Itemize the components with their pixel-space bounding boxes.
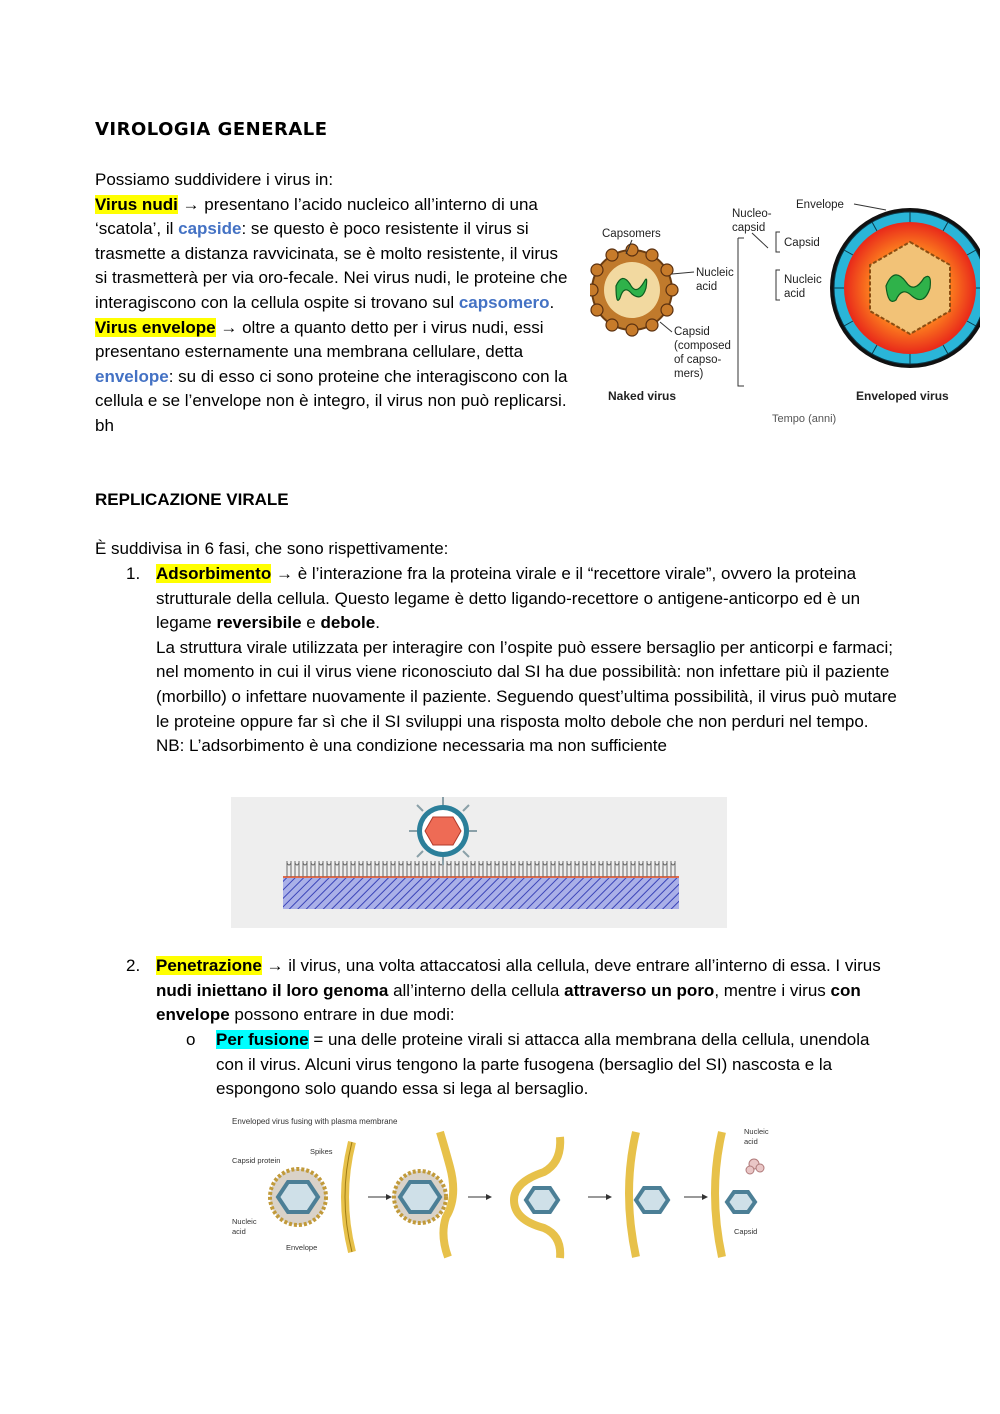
capsomero-term: capsomero xyxy=(458,292,550,312)
label-nucleic-fusion: Nucleic xyxy=(232,1217,257,1226)
label-capsid-protein: Capsid protein xyxy=(232,1156,281,1165)
receptor-cup xyxy=(351,863,355,865)
adsorption-figure xyxy=(231,797,727,928)
cell-receptors xyxy=(287,861,675,877)
list-item-penetrazione xyxy=(120,954,900,1028)
receptor-cup xyxy=(567,863,571,865)
receptor-cup xyxy=(631,863,635,865)
virus-particle xyxy=(409,797,477,865)
receptor-cup xyxy=(375,863,379,865)
label-acid-right: acid xyxy=(744,1137,758,1146)
naked-virus-paragraph xyxy=(95,193,570,316)
penetrazione-paragraph xyxy=(156,954,900,1028)
fusion-stage-2 xyxy=(394,1132,453,1257)
receptor-cup xyxy=(383,863,387,865)
intro-text: Possiamo suddividere i virus in: xyxy=(95,170,334,189)
receptor-cup xyxy=(623,863,627,865)
receptor-cup xyxy=(423,863,427,865)
pen-text-1: il virus, una volta attaccatosi alla cellula, deve entrare all’interno di essa. I virus xyxy=(283,956,881,975)
label-naked-virus: Naked virus xyxy=(608,389,677,403)
receptor-cup xyxy=(559,863,563,865)
naked-text-1: presentano l’acido nucleico all’interno di una ‘scatola’, il xyxy=(95,194,538,239)
receptor-cup xyxy=(415,863,419,865)
envelope-term: envelope xyxy=(95,366,169,386)
envelope-text-2: : su di esso ci sono proteine che interagiscono con la cellula e se l’envelope non è integro, il virus non può replicarsi. xyxy=(95,366,568,411)
receptor-cup xyxy=(471,863,475,865)
receptor-cup xyxy=(391,863,395,865)
label-nucleic-right: Nucleic xyxy=(744,1127,769,1136)
label-composed-3: mers) xyxy=(674,368,704,380)
receptor-cup xyxy=(431,863,435,865)
receptor-cup xyxy=(519,863,523,865)
label-capsid-right: Capsid xyxy=(784,237,820,249)
receptor-cup xyxy=(311,863,315,865)
adsorb-bold-2: debole xyxy=(320,613,376,633)
receptor-cup xyxy=(327,863,331,865)
arrow-icon: → xyxy=(275,564,293,583)
label-tempo: Tempo (anni) xyxy=(772,413,837,425)
receptor-cup xyxy=(671,863,675,865)
envelope-text-1: oltre a quanto detto per i virus nudi, essi presentano esternamente una membrana cellulare, detta xyxy=(95,317,544,362)
adsorbimento-note: NB: L’adsorbimento è una condizione necessaria ma non sufficiente xyxy=(156,736,667,756)
label-envelope: Envelope xyxy=(796,199,844,211)
replication-heading: REPLICAZIONE VIRALE xyxy=(95,490,289,509)
naked-text-2: : se questo è poco resistente il virus si trasmette a distanza ravvicinata, se è molto resistente, il virus si trasmetterà per via oro-fecale. Nei virus nudi, le proteine che interagiscono con la cellula ospite si trovano sul xyxy=(95,219,568,312)
pen-text-3: , mentre i virus xyxy=(714,980,831,1000)
receptor-cup xyxy=(447,863,451,865)
fusione-text: = una delle proteine virali si attacca alla membrana della cellula, unendola con il virus. Alcuni virus tengono la parte fusogena (bersaglio del SI) nascosta e la espongono solo quando essa si lega al bersaglio. xyxy=(216,1030,870,1099)
fusion-figure xyxy=(228,1112,788,1262)
receptor-cup xyxy=(295,863,299,865)
label-acid-fusion: acid xyxy=(232,1227,246,1236)
label-spikes: Spikes xyxy=(310,1147,333,1156)
receptor-cup xyxy=(367,863,371,865)
receptor-cup xyxy=(319,863,323,865)
label-capsomers: Capsomers xyxy=(602,228,661,240)
receptor-cup xyxy=(511,863,515,865)
receptor-cup xyxy=(359,863,363,865)
receptor-cup xyxy=(487,863,491,865)
pen-bold-2: attraverso un poro xyxy=(564,980,715,1000)
receptor-cup xyxy=(479,863,483,865)
receptor-cup xyxy=(583,863,587,865)
label-capsid-right-fusion: Capsid xyxy=(734,1227,758,1236)
receptor-cup xyxy=(303,863,307,865)
receptor-cup xyxy=(399,863,403,865)
adsorb-text-3: . xyxy=(375,613,380,633)
receptor-cup xyxy=(591,863,595,865)
receptor-cup xyxy=(503,863,507,865)
receptor-cup xyxy=(639,863,643,865)
naked-text-3: . xyxy=(549,292,555,312)
adsorb-text-2: e xyxy=(301,613,321,633)
receptor-cup xyxy=(647,863,651,865)
receptor-cup xyxy=(335,863,339,865)
list-number: 1. xyxy=(126,564,141,583)
capside-term: capside xyxy=(178,219,242,239)
sub-item-fusione xyxy=(186,1028,876,1102)
document-title: VIROLOGIA GENERALE xyxy=(95,119,328,140)
receptor-cup xyxy=(663,863,667,865)
adsorb-text-1: è l’interazione fra la proteina virale e il “recettore virale”, ovvero la proteina strutturale della cellula. Questo legame è detto ligando-recettore o antigene-anticorpo ed è un legame xyxy=(156,564,861,633)
label-acid-left: acid xyxy=(696,281,718,293)
label-composed-2: of capso- xyxy=(674,354,722,366)
adsorbimento-paragraph xyxy=(156,562,900,636)
label-nucleocapsid: Nucleo- xyxy=(732,208,772,220)
fusion-stage-4 xyxy=(629,1132,668,1257)
list-item-adsorbimento xyxy=(120,562,900,759)
enveloped-virus-diagram xyxy=(830,208,980,368)
label-capsid-left: Capsid xyxy=(674,326,710,338)
penetrazione-term: Penetrazione xyxy=(156,956,262,975)
receptor-cup xyxy=(599,863,603,865)
arrow-icon: → xyxy=(182,194,200,214)
label-nucleic-acid-left: Nucleic xyxy=(696,267,734,279)
arrow-icon: → xyxy=(220,317,238,337)
pen-text-2: all’interno della cellula xyxy=(388,980,565,1000)
list-number: 2. xyxy=(126,956,141,975)
adsorbimento-paragraph-2: La struttura virale utilizzata per interagire con l’ospite può essere bersaglio per anticorpi e farmaci; nel momento in cui il virus viene riconosciuto dal SI ha due possibilità: non infettare più il paziente (morbillo) o infettare nuovamente il paziente. Seguendo quest’ultima possibilità, il virus può mutare le proteine oppure far sì che il SI sviluppi una risposta molto debole che non perduri nel tempo. xyxy=(156,637,897,731)
pen-bold-1: nudi iniettano il loro genoma xyxy=(156,980,389,1000)
phases-intro: È suddivisa in 6 fasi, che sono rispettivamente: xyxy=(95,539,449,558)
receptor-cup xyxy=(543,863,547,865)
virus-types-section xyxy=(95,168,570,439)
pen-bold-3: con envelope xyxy=(156,980,861,1025)
adsorb-bold-1: reversibile xyxy=(216,613,302,633)
enveloped-virus-paragraph xyxy=(95,316,570,414)
receptor-cup xyxy=(463,863,467,865)
stray-text: bh xyxy=(95,415,114,435)
fusione-term: Per fusione xyxy=(216,1030,309,1049)
arrow-icon: → xyxy=(266,956,284,975)
receptor-cup xyxy=(455,863,459,865)
naked-virus-term: Virus nudi xyxy=(95,194,178,214)
label-nucleic-acid-right: Nucleic xyxy=(784,274,822,286)
pen-text-4: possono entrare in due modi: xyxy=(229,1005,455,1025)
receptor-cup xyxy=(607,863,611,865)
fusion-stage-3 xyxy=(514,1137,560,1258)
label-composed-1: (composed xyxy=(674,340,731,352)
bullet-icon: o xyxy=(186,1030,196,1049)
fusion-caption: Enveloped virus fusing with plasma membrane xyxy=(232,1117,398,1126)
receptor-cup xyxy=(655,863,659,865)
receptor-cup xyxy=(575,863,579,865)
label-enveloped-virus: Enveloped virus xyxy=(856,389,949,403)
receptor-cup xyxy=(615,863,619,865)
label-envelope-fusion: Envelope xyxy=(286,1243,318,1252)
receptor-cup xyxy=(551,863,555,865)
adsorbimento-term: Adsorbimento xyxy=(156,564,272,583)
fusion-stage-1 xyxy=(270,1142,352,1252)
label-nucleocapsid-2: capsid xyxy=(732,222,766,234)
receptor-cup xyxy=(407,863,411,865)
receptor-cup xyxy=(287,863,291,865)
virus-structure-figure xyxy=(590,190,980,435)
receptor-cup xyxy=(343,863,347,865)
envelope-virus-term: Virus envelope xyxy=(95,317,216,337)
fusion-stage-5 xyxy=(715,1132,764,1257)
receptor-cup xyxy=(495,863,499,865)
receptor-cup xyxy=(527,863,531,865)
receptor-cup xyxy=(535,863,539,865)
naked-virus-diagram xyxy=(590,244,678,336)
label-acid-right: acid xyxy=(784,288,806,300)
